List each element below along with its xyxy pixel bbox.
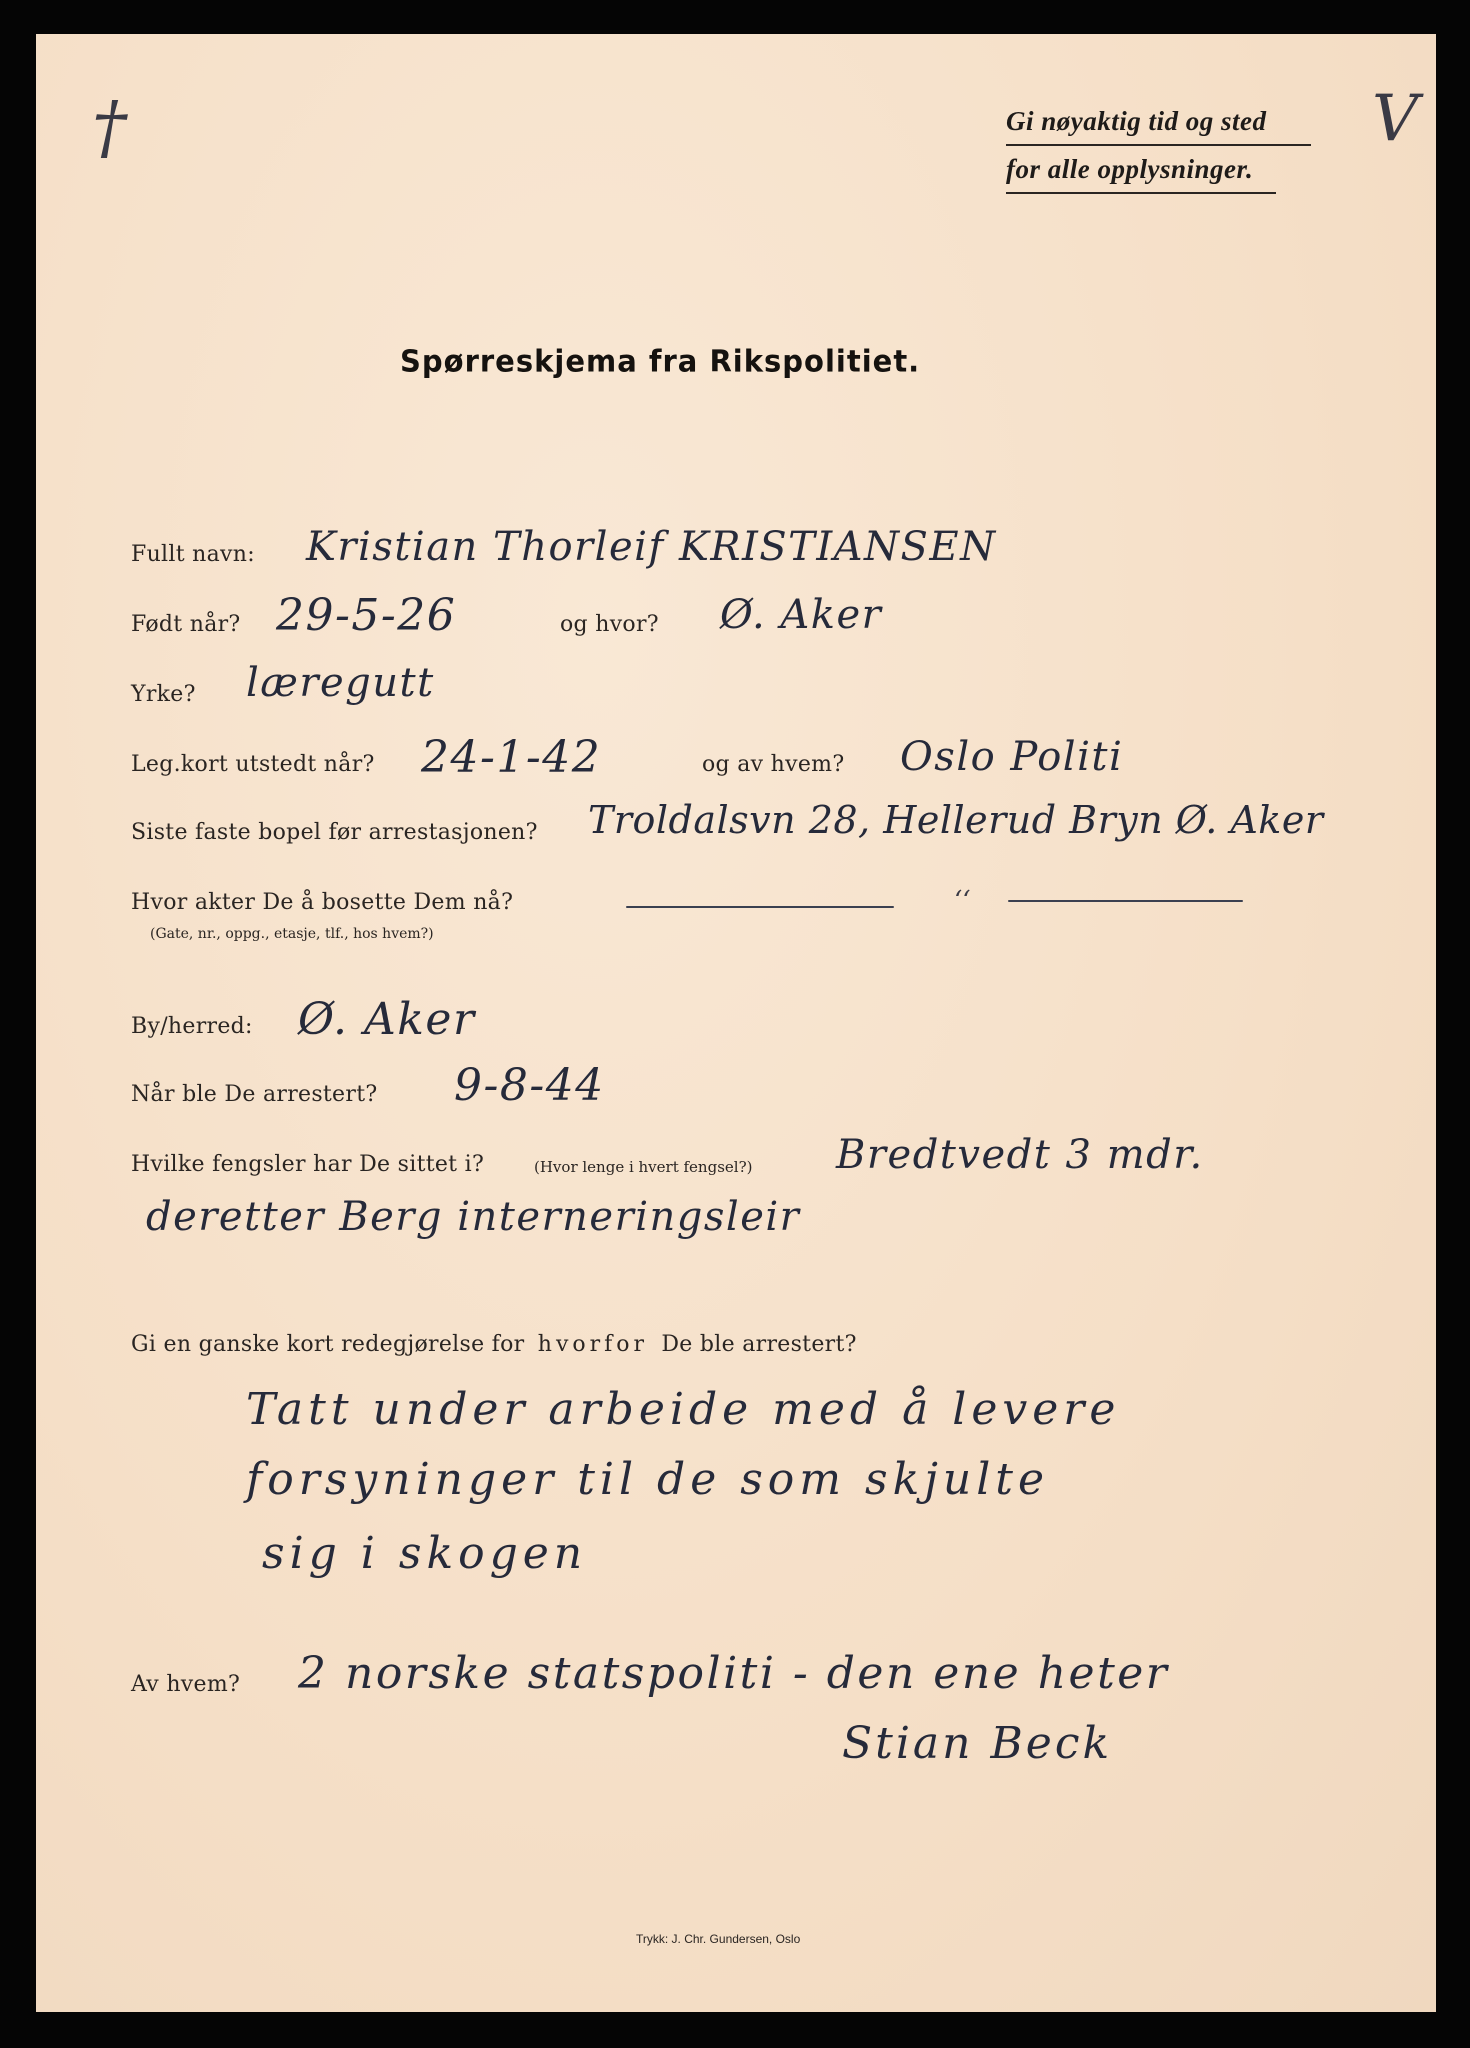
handwritten-check-mark: V	[1372, 82, 1419, 156]
born-where-value: Ø. Aker	[720, 592, 883, 638]
occupation-label: Yrke?	[131, 682, 196, 707]
arrested-when-label: Når ble De arrestert?	[131, 1082, 378, 1107]
arrested-by-value-line-2: Stian Beck	[842, 1718, 1113, 1769]
form-title: Spørreskjema fra Rikspolitiet.	[400, 343, 921, 379]
born-when-value: 29-5-26	[276, 590, 457, 641]
prisons-value-line-1: Bredtvedt 3 mdr.	[836, 1132, 1204, 1178]
reason-label	[131, 1332, 857, 1357]
id-issued-by-label: og av hvem?	[702, 752, 845, 777]
intended-residence-blank-line-1	[626, 906, 894, 908]
printer-imprint: Trykk: J. Chr. Gundersen, Oslo	[636, 1932, 801, 1946]
handwritten-cross-mark: †	[92, 86, 127, 168]
town-label: By/herred:	[131, 1014, 253, 1039]
prisons-value-line-2: deretter Berg interneringsleir	[146, 1194, 801, 1240]
notice-rule-2	[1006, 192, 1276, 194]
questionnaire-form	[36, 34, 1436, 2012]
full-name-label: Fullt navn:	[131, 542, 255, 567]
intended-residence-label: Hvor akter De å bosette Dem nå?	[131, 890, 514, 915]
born-when-label: Født når?	[131, 612, 241, 637]
prisons-sublabel: (Hvor lenge i hvert fengsel?)	[534, 1158, 753, 1176]
reason-label-start: Gi en ganske kort redegjørelse for	[131, 1332, 525, 1357]
prisons-label: Hvilke fengsler har De sittet i?	[131, 1152, 485, 1177]
intended-residence-sublabel: (Gate, nr., oppg., etasje, tlf., hos hvem?)	[150, 926, 434, 942]
last-residence-label: Siste faste bopel før arrestasjonen?	[131, 820, 538, 845]
full-name-value: Kristian Thorleif KRISTIANSEN	[306, 524, 997, 570]
arrested-by-value-line-1: 2 norske statspoliti - den ene heter	[298, 1648, 1170, 1699]
id-issued-when-value: 24-1-42	[421, 732, 602, 783]
notice-line-1: Gi nøyaktig tid og sted	[1006, 106, 1267, 136]
last-residence-value: Troldalsvn 28, Hellerud Bryn Ø. Aker	[588, 798, 1324, 842]
ditto-mark: ‘‘	[954, 886, 971, 916]
reason-label-why: hvorfor	[537, 1332, 649, 1357]
reason-label-end: De ble arrestert?	[661, 1332, 857, 1357]
id-issued-when-label: Leg.kort utstedt når?	[131, 752, 375, 777]
reason-line-1: Tatt under arbeide med å levere	[246, 1384, 1121, 1435]
town-value: Ø. Aker	[298, 994, 476, 1045]
notice-rule-1	[1006, 144, 1311, 146]
arrested-by-label: Av hvem?	[131, 1672, 241, 1697]
occupation-value: læregutt	[246, 660, 435, 706]
id-issued-by-value: Oslo Politi	[900, 734, 1124, 780]
arrested-when-value: 9-8-44	[454, 1060, 605, 1111]
notice-line-2: for alle opplysninger.	[1006, 154, 1254, 184]
reason-line-2: forsyninger til de som skjulte	[246, 1454, 1050, 1505]
born-where-label: og hvor?	[560, 612, 659, 637]
reason-line-3: sig i skogen	[262, 1528, 588, 1579]
intended-residence-blank-line-2	[1008, 900, 1243, 902]
